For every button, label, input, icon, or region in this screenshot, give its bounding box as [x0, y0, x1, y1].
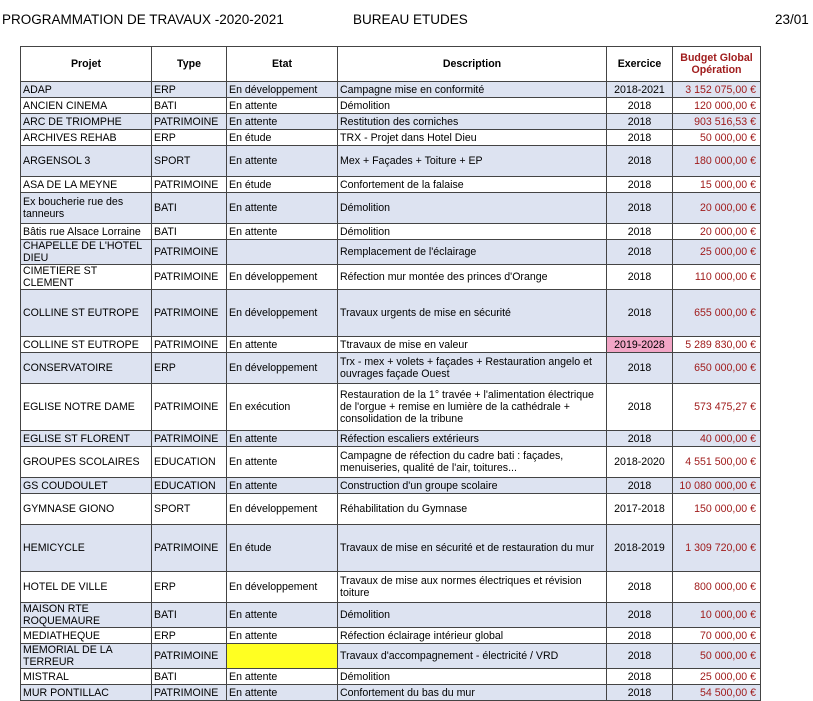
cell-projet: GS COUDOULET	[21, 478, 152, 494]
cell-description: Réhabilitation du Gymnase	[338, 494, 607, 525]
cell-budget: 655 000,00 €	[673, 290, 761, 337]
cell-type: ERP	[152, 353, 227, 384]
cell-budget: 110 000,00 €	[673, 265, 761, 290]
table-row	[21, 337, 761, 353]
cell-exercice: 2018-2020	[607, 447, 673, 478]
cell-projet: MISTRAL	[21, 669, 152, 685]
table-row	[21, 130, 761, 146]
cell-etat	[227, 240, 338, 265]
cell-description: Travaux de mise en sécurité et de restauration du mur	[338, 525, 607, 572]
cell-etat: En attente	[227, 669, 338, 685]
cell-exercice: 2018-2021	[607, 82, 673, 98]
table-row	[21, 494, 761, 525]
table-row	[21, 431, 761, 447]
cell-type: ERP	[152, 628, 227, 644]
table-row	[21, 603, 761, 628]
table-row	[21, 384, 761, 431]
cell-type: PATRIMOINE	[152, 431, 227, 447]
cell-projet: HEMICYCLE	[21, 525, 152, 572]
cell-etat: En étude	[227, 177, 338, 193]
table-row	[21, 146, 761, 177]
cell-description: Réfection éclairage intérieur global	[338, 628, 607, 644]
cell-etat: En attente	[227, 224, 338, 240]
cell-etat: En développement	[227, 82, 338, 98]
cell-projet: CONSERVATOIRE	[21, 353, 152, 384]
works-program-table	[20, 46, 761, 701]
cell-type: PATRIMOINE	[152, 337, 227, 353]
cell-type: ERP	[152, 572, 227, 603]
cell-description: Restauration de la 1° travée + l'alimentation électrique de l'orgue + remise en lumière de la cathédrale + consolidation de la tribune	[338, 384, 607, 431]
cell-description: Mex + Façades + Toiture + EP	[338, 146, 607, 177]
date-label: 23/01	[775, 12, 809, 27]
cell-type: PATRIMOINE	[152, 644, 227, 669]
table-row	[21, 265, 761, 290]
table-row	[21, 193, 761, 224]
cell-budget: 800 000,00 €	[673, 572, 761, 603]
column-header-projet: Projet	[21, 47, 152, 82]
cell-budget: 20 000,00 €	[673, 224, 761, 240]
cell-description: Démolition	[338, 193, 607, 224]
cell-type: ERP	[152, 82, 227, 98]
cell-budget: 150 000,00 €	[673, 494, 761, 525]
cell-budget: 650 000,00 €	[673, 353, 761, 384]
table-row	[21, 240, 761, 265]
cell-exercice: 2018	[607, 644, 673, 669]
cell-etat: En attente	[227, 98, 338, 114]
cell-budget: 50 000,00 €	[673, 130, 761, 146]
cell-exercice: 2018	[607, 265, 673, 290]
table-row	[21, 478, 761, 494]
cell-exercice: 2018-2019	[607, 525, 673, 572]
cell-budget: 180 000,00 €	[673, 146, 761, 177]
column-header-description: Description	[338, 47, 607, 82]
cell-exercice: 2018	[607, 603, 673, 628]
document-title: PROGRAMMATION DE TRAVAUX -2020-2021	[2, 12, 284, 27]
cell-projet: CIMETIERE ST CLEMENT	[21, 265, 152, 290]
cell-exercice: 2018	[607, 384, 673, 431]
cell-budget: 1 309 720,00 €	[673, 525, 761, 572]
table-row	[21, 290, 761, 337]
cell-etat: En attente	[227, 114, 338, 130]
cell-projet: ASA DE LA MEYNE	[21, 177, 152, 193]
cell-projet: HOTEL DE VILLE	[21, 572, 152, 603]
cell-etat: En développement	[227, 265, 338, 290]
cell-projet: ADAP	[21, 82, 152, 98]
cell-budget: 3 152 075,00 €	[673, 82, 761, 98]
cell-etat: En attente	[227, 431, 338, 447]
cell-budget: 50 000,00 €	[673, 644, 761, 669]
cell-exercice: 2018	[607, 669, 673, 685]
cell-etat: En attente	[227, 146, 338, 177]
cell-etat: En attente	[227, 685, 338, 701]
cell-exercice: 2018	[607, 193, 673, 224]
cell-exercice: 2018	[607, 224, 673, 240]
cell-budget: 20 000,00 €	[673, 193, 761, 224]
cell-type: PATRIMOINE	[152, 290, 227, 337]
table-row	[21, 447, 761, 478]
table-row	[21, 98, 761, 114]
cell-description: Campagne mise en conformité	[338, 82, 607, 98]
table-header-row	[21, 47, 761, 82]
cell-budget: 903 516,53 €	[673, 114, 761, 130]
cell-budget: 25 000,00 €	[673, 669, 761, 685]
column-header-exercice: Exercice	[607, 47, 673, 82]
cell-type: PATRIMOINE	[152, 685, 227, 701]
cell-type: PATRIMOINE	[152, 114, 227, 130]
cell-description: Construction d'un groupe scolaire	[338, 478, 607, 494]
cell-exercice: 2018	[607, 431, 673, 447]
cell-projet: ARC DE TRIOMPHE	[21, 114, 152, 130]
cell-description: Démolition	[338, 224, 607, 240]
cell-exercice: 2018	[607, 353, 673, 384]
cell-description: Démolition	[338, 669, 607, 685]
cell-exercice: 2018	[607, 685, 673, 701]
cell-description: Réfection mur montée des princes d'Orange	[338, 265, 607, 290]
cell-projet: Ex boucherie rue des tanneurs	[21, 193, 152, 224]
cell-etat: En développement	[227, 353, 338, 384]
table-row	[21, 525, 761, 572]
cell-description: Campagne de réfection du cadre bati : façades, menuiseries, qualité de l'air, toitures...	[338, 447, 607, 478]
cell-exercice: 2018	[607, 146, 673, 177]
cell-type: BATI	[152, 224, 227, 240]
cell-projet: ANCIEN CINEMA	[21, 98, 152, 114]
cell-type: EDUCATION	[152, 447, 227, 478]
table-row	[21, 685, 761, 701]
cell-projet: COLLINE ST EUTROPE	[21, 290, 152, 337]
cell-projet: MAISON RTE ROQUEMAURE	[21, 603, 152, 628]
table-row	[21, 353, 761, 384]
cell-etat: En développement	[227, 494, 338, 525]
cell-budget: 70 000,00 €	[673, 628, 761, 644]
cell-etat: En attente	[227, 628, 338, 644]
cell-projet: EGLISE NOTRE DAME	[21, 384, 152, 431]
cell-projet: GYMNASE GIONO	[21, 494, 152, 525]
cell-etat: En attente	[227, 603, 338, 628]
cell-description: Travaux urgents de mise en sécurité	[338, 290, 607, 337]
cell-budget: 5 289 830,00 €	[673, 337, 761, 353]
cell-budget: 40 000,00 €	[673, 431, 761, 447]
cell-type: PATRIMOINE	[152, 384, 227, 431]
cell-type: PATRIMOINE	[152, 177, 227, 193]
cell-type: SPORT	[152, 494, 227, 525]
cell-type: ERP	[152, 130, 227, 146]
table-row	[21, 82, 761, 98]
cell-description: Travaux d'accompagnement - électricité / VRD	[338, 644, 607, 669]
cell-exercice: 2018	[607, 478, 673, 494]
cell-description: Trx - mex + volets + façades + Restauration angelo et ouvrages façade Ouest	[338, 353, 607, 384]
cell-type: BATI	[152, 603, 227, 628]
cell-etat: En étude	[227, 525, 338, 572]
cell-budget: 25 000,00 €	[673, 240, 761, 265]
cell-budget: 10 080 000,00 €	[673, 478, 761, 494]
cell-budget: 54 500,00 €	[673, 685, 761, 701]
cell-projet: MEDIATHEQUE	[21, 628, 152, 644]
cell-description: Ttravaux de mise en valeur	[338, 337, 607, 353]
cell-type: SPORT	[152, 146, 227, 177]
cell-exercice: 2018	[607, 177, 673, 193]
cell-etat: En attente	[227, 193, 338, 224]
cell-description: Confortement du bas du mur	[338, 685, 607, 701]
column-header-etat: Etat	[227, 47, 338, 82]
table-row	[21, 114, 761, 130]
cell-projet: Bâtis rue Alsace Lorraine	[21, 224, 152, 240]
column-header-type: Type	[152, 47, 227, 82]
table-row	[21, 572, 761, 603]
table-row	[21, 644, 761, 669]
cell-exercice: 2018	[607, 290, 673, 337]
cell-projet: MEMORIAL DE LA TERREUR	[21, 644, 152, 669]
cell-etat: En exécution	[227, 384, 338, 431]
cell-description: Démolition	[338, 98, 607, 114]
cell-description: Remplacement de l'éclairage	[338, 240, 607, 265]
cell-etat: En attente	[227, 478, 338, 494]
cell-description: Démolition	[338, 603, 607, 628]
cell-projet: CHAPELLE DE L'HOTEL DIEU	[21, 240, 152, 265]
cell-type: BATI	[152, 193, 227, 224]
cell-budget: 4 551 500,00 €	[673, 447, 761, 478]
cell-projet: COLLINE ST EUTROPE	[21, 337, 152, 353]
cell-budget: 15 000,00 €	[673, 177, 761, 193]
cell-etat	[227, 644, 338, 669]
cell-description: TRX - Projet dans Hotel Dieu	[338, 130, 607, 146]
cell-projet: ARCHIVES REHAB	[21, 130, 152, 146]
cell-type: PATRIMOINE	[152, 240, 227, 265]
cell-description: Réfection escaliers extérieurs	[338, 431, 607, 447]
cell-description: Travaux de mise aux normes électriques et révision toiture	[338, 572, 607, 603]
cell-exercice: 2019-2028	[607, 337, 673, 353]
cell-exercice: 2018	[607, 572, 673, 603]
table-row	[21, 177, 761, 193]
cell-exercice: 2018	[607, 98, 673, 114]
table-row	[21, 224, 761, 240]
table-row	[21, 628, 761, 644]
cell-budget: 573 475,27 €	[673, 384, 761, 431]
cell-etat: En attente	[227, 337, 338, 353]
cell-etat: En attente	[227, 447, 338, 478]
cell-description: Confortement de la falaise	[338, 177, 607, 193]
cell-type: EDUCATION	[152, 478, 227, 494]
cell-type: PATRIMOINE	[152, 525, 227, 572]
cell-projet: GROUPES SCOLAIRES	[21, 447, 152, 478]
column-header-budget: Budget Global Opération	[673, 47, 761, 82]
cell-exercice: 2018	[607, 130, 673, 146]
cell-projet: ARGENSOL 3	[21, 146, 152, 177]
cell-etat: En étude	[227, 130, 338, 146]
cell-etat: En développement	[227, 572, 338, 603]
cell-description: Restitution des corniches	[338, 114, 607, 130]
cell-budget: 120 000,00 €	[673, 98, 761, 114]
cell-projet: MUR PONTILLAC	[21, 685, 152, 701]
cell-exercice: 2018	[607, 114, 673, 130]
cell-exercice: 2018	[607, 240, 673, 265]
cell-type: BATI	[152, 98, 227, 114]
department-label: BUREAU ETUDES	[353, 12, 468, 27]
table-row	[21, 669, 761, 685]
cell-type: BATI	[152, 669, 227, 685]
cell-exercice: 2017-2018	[607, 494, 673, 525]
cell-type: PATRIMOINE	[152, 265, 227, 290]
cell-projet: EGLISE ST FLORENT	[21, 431, 152, 447]
cell-budget: 10 000,00 €	[673, 603, 761, 628]
cell-etat: En développement	[227, 290, 338, 337]
cell-exercice: 2018	[607, 628, 673, 644]
